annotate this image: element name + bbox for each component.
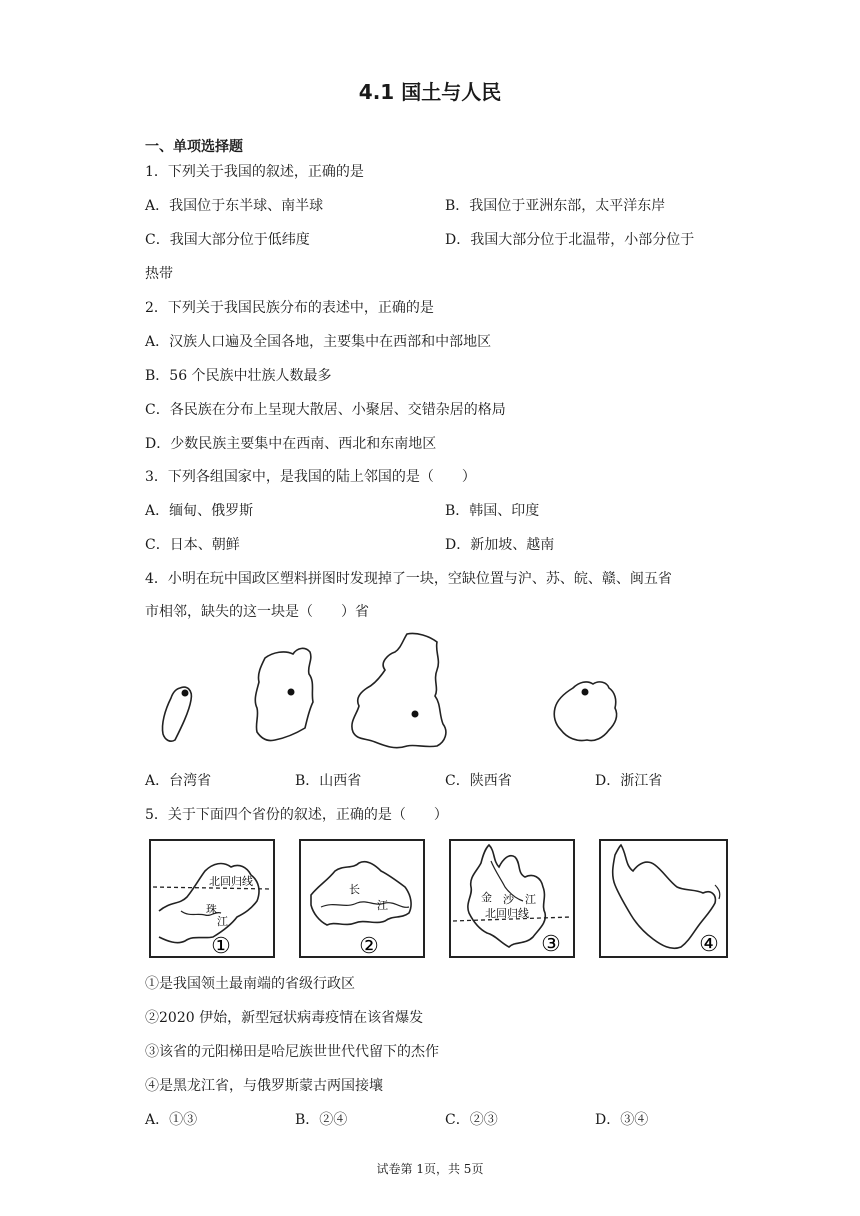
q1-option-c[interactable]: C．我国大部分位于低纬度 (145, 232, 310, 248)
map-1-guangdong (149, 839, 275, 958)
q3-option-a[interactable]: A．缅甸、俄罗斯 (145, 503, 254, 519)
map-2-river-char-1: 长 (349, 883, 360, 896)
q5-statement-3: ③该省的元阳梯田是哈尼族世世代代留下的杰作 (145, 1044, 439, 1060)
capital-dots (182, 689, 589, 718)
taiyuan-dot (288, 689, 295, 696)
map-2-river-char-2: 江 (377, 899, 388, 912)
q3-option-d[interactable]: D．新加坡、越南 (445, 537, 555, 553)
q4-option-d[interactable]: D．浙江省 (595, 773, 663, 789)
q2-option-b[interactable]: B．56 个民族中壮族人数最多 (145, 368, 332, 384)
q5-option-b[interactable]: B．②④ (295, 1112, 348, 1128)
q1-option-a[interactable]: A．我国位于东半球、南半球 (145, 198, 324, 214)
map-3-river-char-2: 沙 (503, 893, 514, 906)
q5-option-c[interactable]: C．②③ (445, 1112, 498, 1128)
map-3-number: ③ (541, 932, 561, 956)
xian-dot (412, 711, 419, 718)
q3-option-c[interactable]: C．日本、朝鲜 (145, 537, 240, 553)
q1-option-d[interactable]: D．我国大部分位于北温带，小部分位于 (445, 232, 695, 248)
page-footer: 试卷第 1页，共 5页 (376, 1162, 484, 1176)
q5-stem: 5．关于下面四个省份的叙述，正确的是（ ） (145, 807, 448, 823)
q4-stem: 4．小明在玩中国政区塑料拼图时发现掉了一块，空缺位置与沪、苏、皖、赣、闽五省 (145, 571, 672, 587)
map-1-river-char-1: 珠 (206, 903, 217, 916)
q4-option-a[interactable]: A．台湾省 (145, 773, 212, 789)
map-3-river-char-1: 金 (481, 891, 492, 904)
q2-option-a[interactable]: A．汉族人口遍及全国各地，主要集中在西部和中部地区 (145, 334, 492, 350)
q5-option-a[interactable]: A．①③ (145, 1112, 198, 1128)
map-1-number: ① (211, 934, 231, 956)
q1-option-b[interactable]: B．我国位于亚洲东部，太平洋东岸 (445, 198, 666, 214)
q3-option-b[interactable]: B．韩国、印度 (445, 503, 540, 519)
map-3-tropic-label: 北回归线 (485, 907, 529, 920)
q1-stem: 1．下列关于我国的叙述，正确的是 (145, 164, 364, 180)
shaanxi-shape (352, 633, 446, 747)
q4-province-shapes (145, 630, 735, 755)
taipei-dot (182, 690, 189, 697)
q5-option-d[interactable]: D．③④ (595, 1112, 649, 1128)
hangzhou-dot (582, 689, 589, 696)
map-1-river-char-2: 江 (217, 915, 228, 928)
q4-stem-cont: 市相邻，缺失的这一块是（ ）省 (145, 604, 369, 620)
q1-option-d-wrap: 热带 (145, 266, 173, 282)
q4-option-b[interactable]: B．山西省 (295, 773, 362, 789)
map-3-yunnan (449, 839, 575, 958)
map-4-number: ④ (699, 932, 719, 956)
q5-statement-4: ④是黑龙江省，与俄罗斯蒙古两国接壤 (145, 1078, 383, 1094)
q3-stem: 3．下列各组国家中，是我国的陆上邻国的是（ ） (145, 469, 476, 485)
q5-statement-1: ①是我国领土最南端的省级行政区 (145, 976, 355, 992)
shanxi-shape (255, 648, 313, 740)
map-4-heilongjiang (599, 839, 728, 958)
q5-statement-2: ②2020 伊始，新型冠状病毒疫情在该省爆发 (145, 1010, 424, 1026)
q4-option-c[interactable]: C．陕西省 (445, 773, 512, 789)
section-heading: 一、单项选择题 (145, 139, 243, 155)
q2-option-d[interactable]: D．少数民族主要集中在西南、西北和东南地区 (145, 436, 437, 452)
page-title: 4.1 国土与人民 (358, 80, 502, 104)
map-3-river-char-3: 江 (525, 893, 536, 906)
q2-option-c[interactable]: C．各民族在分布上呈现大散居、小聚居、交错杂居的格局 (145, 402, 506, 418)
map-2-number: ② (359, 934, 379, 956)
map-2-hubei (299, 839, 425, 958)
q2-stem: 2．下列关于我国民族分布的表述中，正确的是 (145, 300, 434, 316)
map-1-tropic-label: 北回归线 (209, 875, 253, 888)
